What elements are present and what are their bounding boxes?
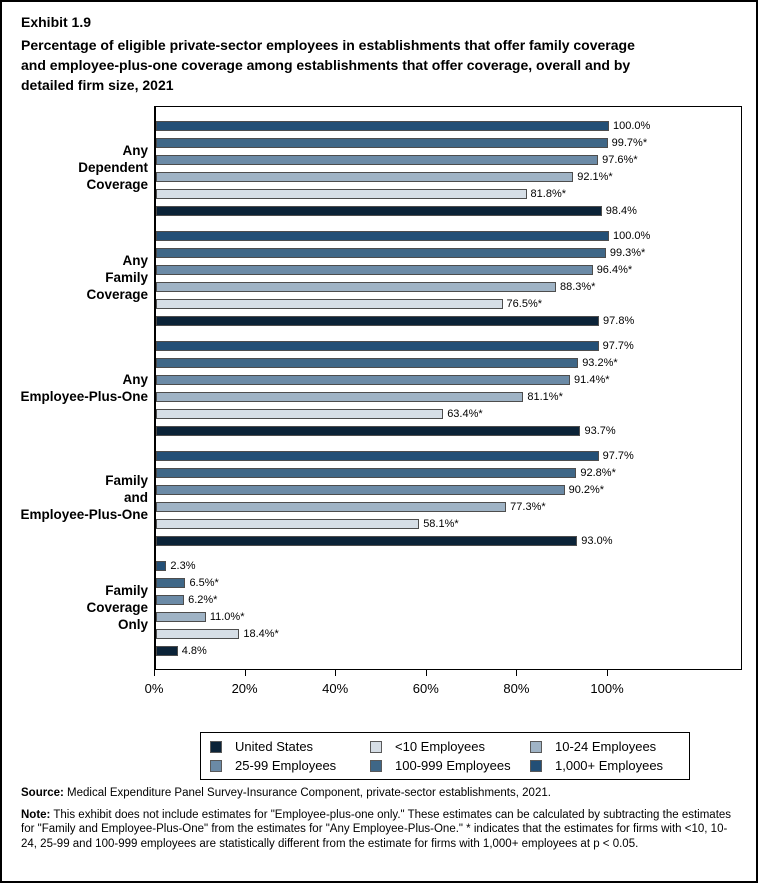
x-axis-tick-label: 60% xyxy=(412,681,439,696)
legend-label: United States xyxy=(235,739,314,754)
legend-swatch-1-000+-employees xyxy=(530,760,542,772)
legend-item-100-999-employees xyxy=(370,757,530,774)
bar-row xyxy=(156,392,741,402)
bar-row xyxy=(156,358,741,368)
bar-united-states xyxy=(156,316,599,326)
bar-row xyxy=(156,426,741,436)
bar-value-label: 11.0%* xyxy=(209,611,245,623)
bar-value-label: 88.3%* xyxy=(559,281,596,293)
bar-row xyxy=(156,299,741,309)
category-label-any-dependent-coverage xyxy=(2,120,148,215)
bar-10-employees xyxy=(156,519,419,529)
category-label-line: Family xyxy=(105,583,148,598)
source-text: Medical Expenditure Panel Survey-Insurance Component, private-sector establishments, 2021. xyxy=(67,787,551,799)
bar-row xyxy=(156,172,741,182)
bar-value-label: 99.7%* xyxy=(611,137,648,149)
bar-value-label: 100.0% xyxy=(613,120,651,132)
bar-row xyxy=(156,316,741,326)
category-label-line: Coverage xyxy=(86,177,148,192)
bar-25-99-employees xyxy=(156,265,593,275)
bar-value-label: 98.4% xyxy=(605,205,637,217)
note-line xyxy=(21,808,740,852)
bar-value-label: 99.3%* xyxy=(609,247,646,259)
source-label: Source: xyxy=(21,787,64,799)
bar-row xyxy=(156,189,741,199)
x-axis-tick xyxy=(516,670,517,676)
x-axis-tick xyxy=(245,670,246,676)
category-label-any-family-coverage xyxy=(2,230,148,325)
category-label-line: Coverage xyxy=(86,287,148,302)
legend-item-10-employees xyxy=(370,738,530,755)
bar-group-1 xyxy=(156,121,741,223)
category-labels xyxy=(2,106,148,670)
bar-value-label: 92.8%* xyxy=(580,467,616,479)
category-label-line: Employee-Plus-One xyxy=(20,388,148,404)
bar-10-employees xyxy=(156,299,503,309)
legend-swatch-25-99-employees xyxy=(210,760,222,772)
category-label-any-employee-plus-one xyxy=(2,340,148,435)
bar-row xyxy=(156,519,741,529)
bar-value-label: 90.2%* xyxy=(568,484,605,496)
legend xyxy=(200,732,690,780)
category-label-line: Only xyxy=(117,617,148,632)
bar-value-label: 6.5%* xyxy=(189,577,219,589)
bar-row xyxy=(156,121,741,131)
bar-10-24-employees xyxy=(156,502,506,512)
legend-label: <10 Employees xyxy=(395,739,485,754)
legend-label: 25-99 Employees xyxy=(235,758,337,773)
bar-100-999-employees xyxy=(156,248,606,258)
bar-row xyxy=(156,646,741,656)
legend-label: 1,000+ Employees xyxy=(555,758,664,773)
exhibit-number: Exhibit 1.9 xyxy=(21,14,92,30)
bar-group-5 xyxy=(156,561,741,663)
bar-row xyxy=(156,595,741,605)
bar-10-employees xyxy=(156,189,527,199)
bar-10-24-employees xyxy=(156,172,573,182)
category-label-line: Dependent xyxy=(78,160,148,175)
bar-row xyxy=(156,138,741,148)
bar-value-label: 100.0% xyxy=(613,230,651,242)
x-axis-tick xyxy=(426,670,427,676)
category-label-line: Any xyxy=(122,371,148,387)
bar-25-99-employees xyxy=(156,155,598,165)
bar-chart xyxy=(2,106,758,712)
bar-value-label: 76.5%* xyxy=(506,298,543,310)
category-label-family-and-employee-plus-one xyxy=(2,450,148,545)
x-axis-tick xyxy=(607,670,608,676)
x-axis-tick-label: 40% xyxy=(322,681,349,696)
bar-group-4 xyxy=(156,451,741,553)
note-label: Note: xyxy=(21,808,51,821)
bar-row xyxy=(156,629,741,639)
legend-item-1-000+-employees xyxy=(530,757,689,774)
legend-label: 100-999 Employees xyxy=(395,758,511,773)
bar-row xyxy=(156,536,741,546)
category-label-line: Employee-Plus-One xyxy=(20,507,148,522)
bar-10-employees xyxy=(156,409,443,419)
bar-value-label: 97.8% xyxy=(603,315,635,327)
bar-100-999-employees xyxy=(156,468,576,478)
category-label-line: Family xyxy=(105,270,148,285)
bar-row xyxy=(156,282,741,292)
bar-value-label: 93.7% xyxy=(584,425,616,437)
bar-row xyxy=(156,485,741,495)
header xyxy=(21,12,737,95)
x-axis-tick xyxy=(335,670,336,676)
category-label-line: Family xyxy=(105,473,148,488)
source-line xyxy=(21,786,740,801)
bar-row xyxy=(156,502,741,512)
footer xyxy=(21,786,740,851)
plot-area xyxy=(154,106,742,670)
note-text: This exhibit does not include estimates for "Employee-plus-one only." These estimates can be calculated by subtracting the estimates for "Family and Employee-Plus-One" from the estimates for "Any Employee-Plus-One." * indicates that the estimates for firms with <10, 10-24, 25-99 and 100-999 employees are statistically different from the estimate for firms with 1,000+ employees at p < 0.05. xyxy=(21,808,732,850)
bar-united-states xyxy=(156,536,577,546)
bar-united-states xyxy=(156,206,602,216)
x-axis-tick-label: 20% xyxy=(231,681,258,696)
bar-value-label: 93.0% xyxy=(581,535,613,547)
bar-value-label: 81.8%* xyxy=(530,188,567,200)
bar-row xyxy=(156,248,741,258)
bar-value-label: 81.1%* xyxy=(527,391,563,403)
bar-25-99-employees xyxy=(156,375,570,385)
bar-1-000+-employees xyxy=(156,231,609,241)
bar-value-label: 97.7% xyxy=(602,450,634,462)
category-label-line: Coverage xyxy=(86,600,148,615)
bar-10-24-employees xyxy=(156,282,556,292)
bar-value-label: 58.1%* xyxy=(423,518,459,530)
bar-value-label: 97.6%* xyxy=(602,154,638,166)
bar-value-label: 77.3%* xyxy=(510,501,546,513)
bar-value-label: 92.1%* xyxy=(577,171,613,183)
bar-value-label: 97.7% xyxy=(602,340,634,352)
legend-swatch-united-states xyxy=(210,741,222,753)
category-label-family-coverage-only xyxy=(2,560,148,655)
bar-row xyxy=(156,341,741,351)
bar-value-label: 63.4%* xyxy=(447,408,483,420)
legend-item-10-24-employees xyxy=(530,738,689,755)
legend-item-united-states xyxy=(210,738,370,755)
category-label-line: Any xyxy=(122,143,148,158)
bar-group-3 xyxy=(156,341,741,443)
bar-row xyxy=(156,409,741,419)
chart-title-line-3: detailed firm size, 2021 xyxy=(21,77,174,93)
bar-1-000+-employees xyxy=(156,451,599,461)
bar-1-000+-employees xyxy=(156,121,609,131)
x-axis-tick xyxy=(154,670,155,676)
bar-value-label: 96.4%* xyxy=(596,264,633,276)
legend-swatch-10-24-employees xyxy=(530,741,542,753)
bar-value-label: 18.4%* xyxy=(243,628,279,640)
bar-value-label: 91.4%* xyxy=(574,374,610,386)
bar-row xyxy=(156,578,741,588)
category-label-line: Any xyxy=(122,253,148,268)
x-axis-tick-label: 100% xyxy=(590,681,624,696)
bar-1-000+-employees xyxy=(156,561,166,571)
legend-swatch-100-999-employees xyxy=(370,760,382,772)
bar-100-999-employees xyxy=(156,358,578,368)
bar-group-2 xyxy=(156,231,741,333)
bar-row xyxy=(156,155,741,165)
bar-10-employees xyxy=(156,629,239,639)
legend-item-25-99-employees xyxy=(210,757,370,774)
bar-row xyxy=(156,468,741,478)
bar-10-24-employees xyxy=(156,392,523,402)
bar-value-label: 4.8% xyxy=(181,645,207,657)
bar-row xyxy=(156,265,741,275)
x-axis-tick-label: 80% xyxy=(503,681,530,696)
bar-row xyxy=(156,375,741,385)
legend-swatch-10-employees xyxy=(370,741,382,753)
bar-row xyxy=(156,561,741,571)
bar-100-999-employees xyxy=(156,578,185,588)
bar-united-states xyxy=(156,426,580,436)
bar-25-99-employees xyxy=(156,485,565,495)
bar-10-24-employees xyxy=(156,612,206,622)
bar-row xyxy=(156,451,741,461)
chart-title-line-1: Percentage of eligible private-sector employees in establishments that offer family coverage xyxy=(21,37,635,53)
bar-100-999-employees xyxy=(156,138,608,148)
bar-value-label: 6.2%* xyxy=(188,594,218,606)
bar-united-states xyxy=(156,646,178,656)
bar-row xyxy=(156,206,741,216)
category-label-line: and xyxy=(123,490,148,505)
chart-title-line-2: and employee-plus-one coverage among establishments that offer coverage, overall and by xyxy=(21,57,631,73)
bar-value-label: 2.3% xyxy=(170,560,196,572)
bar-25-99-employees xyxy=(156,595,184,605)
bar-row xyxy=(156,612,741,622)
bar-1-000+-employees xyxy=(156,341,599,351)
legend-label: 10-24 Employees xyxy=(555,739,657,754)
bar-value-label: 93.2%* xyxy=(582,357,618,369)
x-axis-tick-label: 0% xyxy=(144,681,164,696)
bar-row xyxy=(156,231,741,241)
